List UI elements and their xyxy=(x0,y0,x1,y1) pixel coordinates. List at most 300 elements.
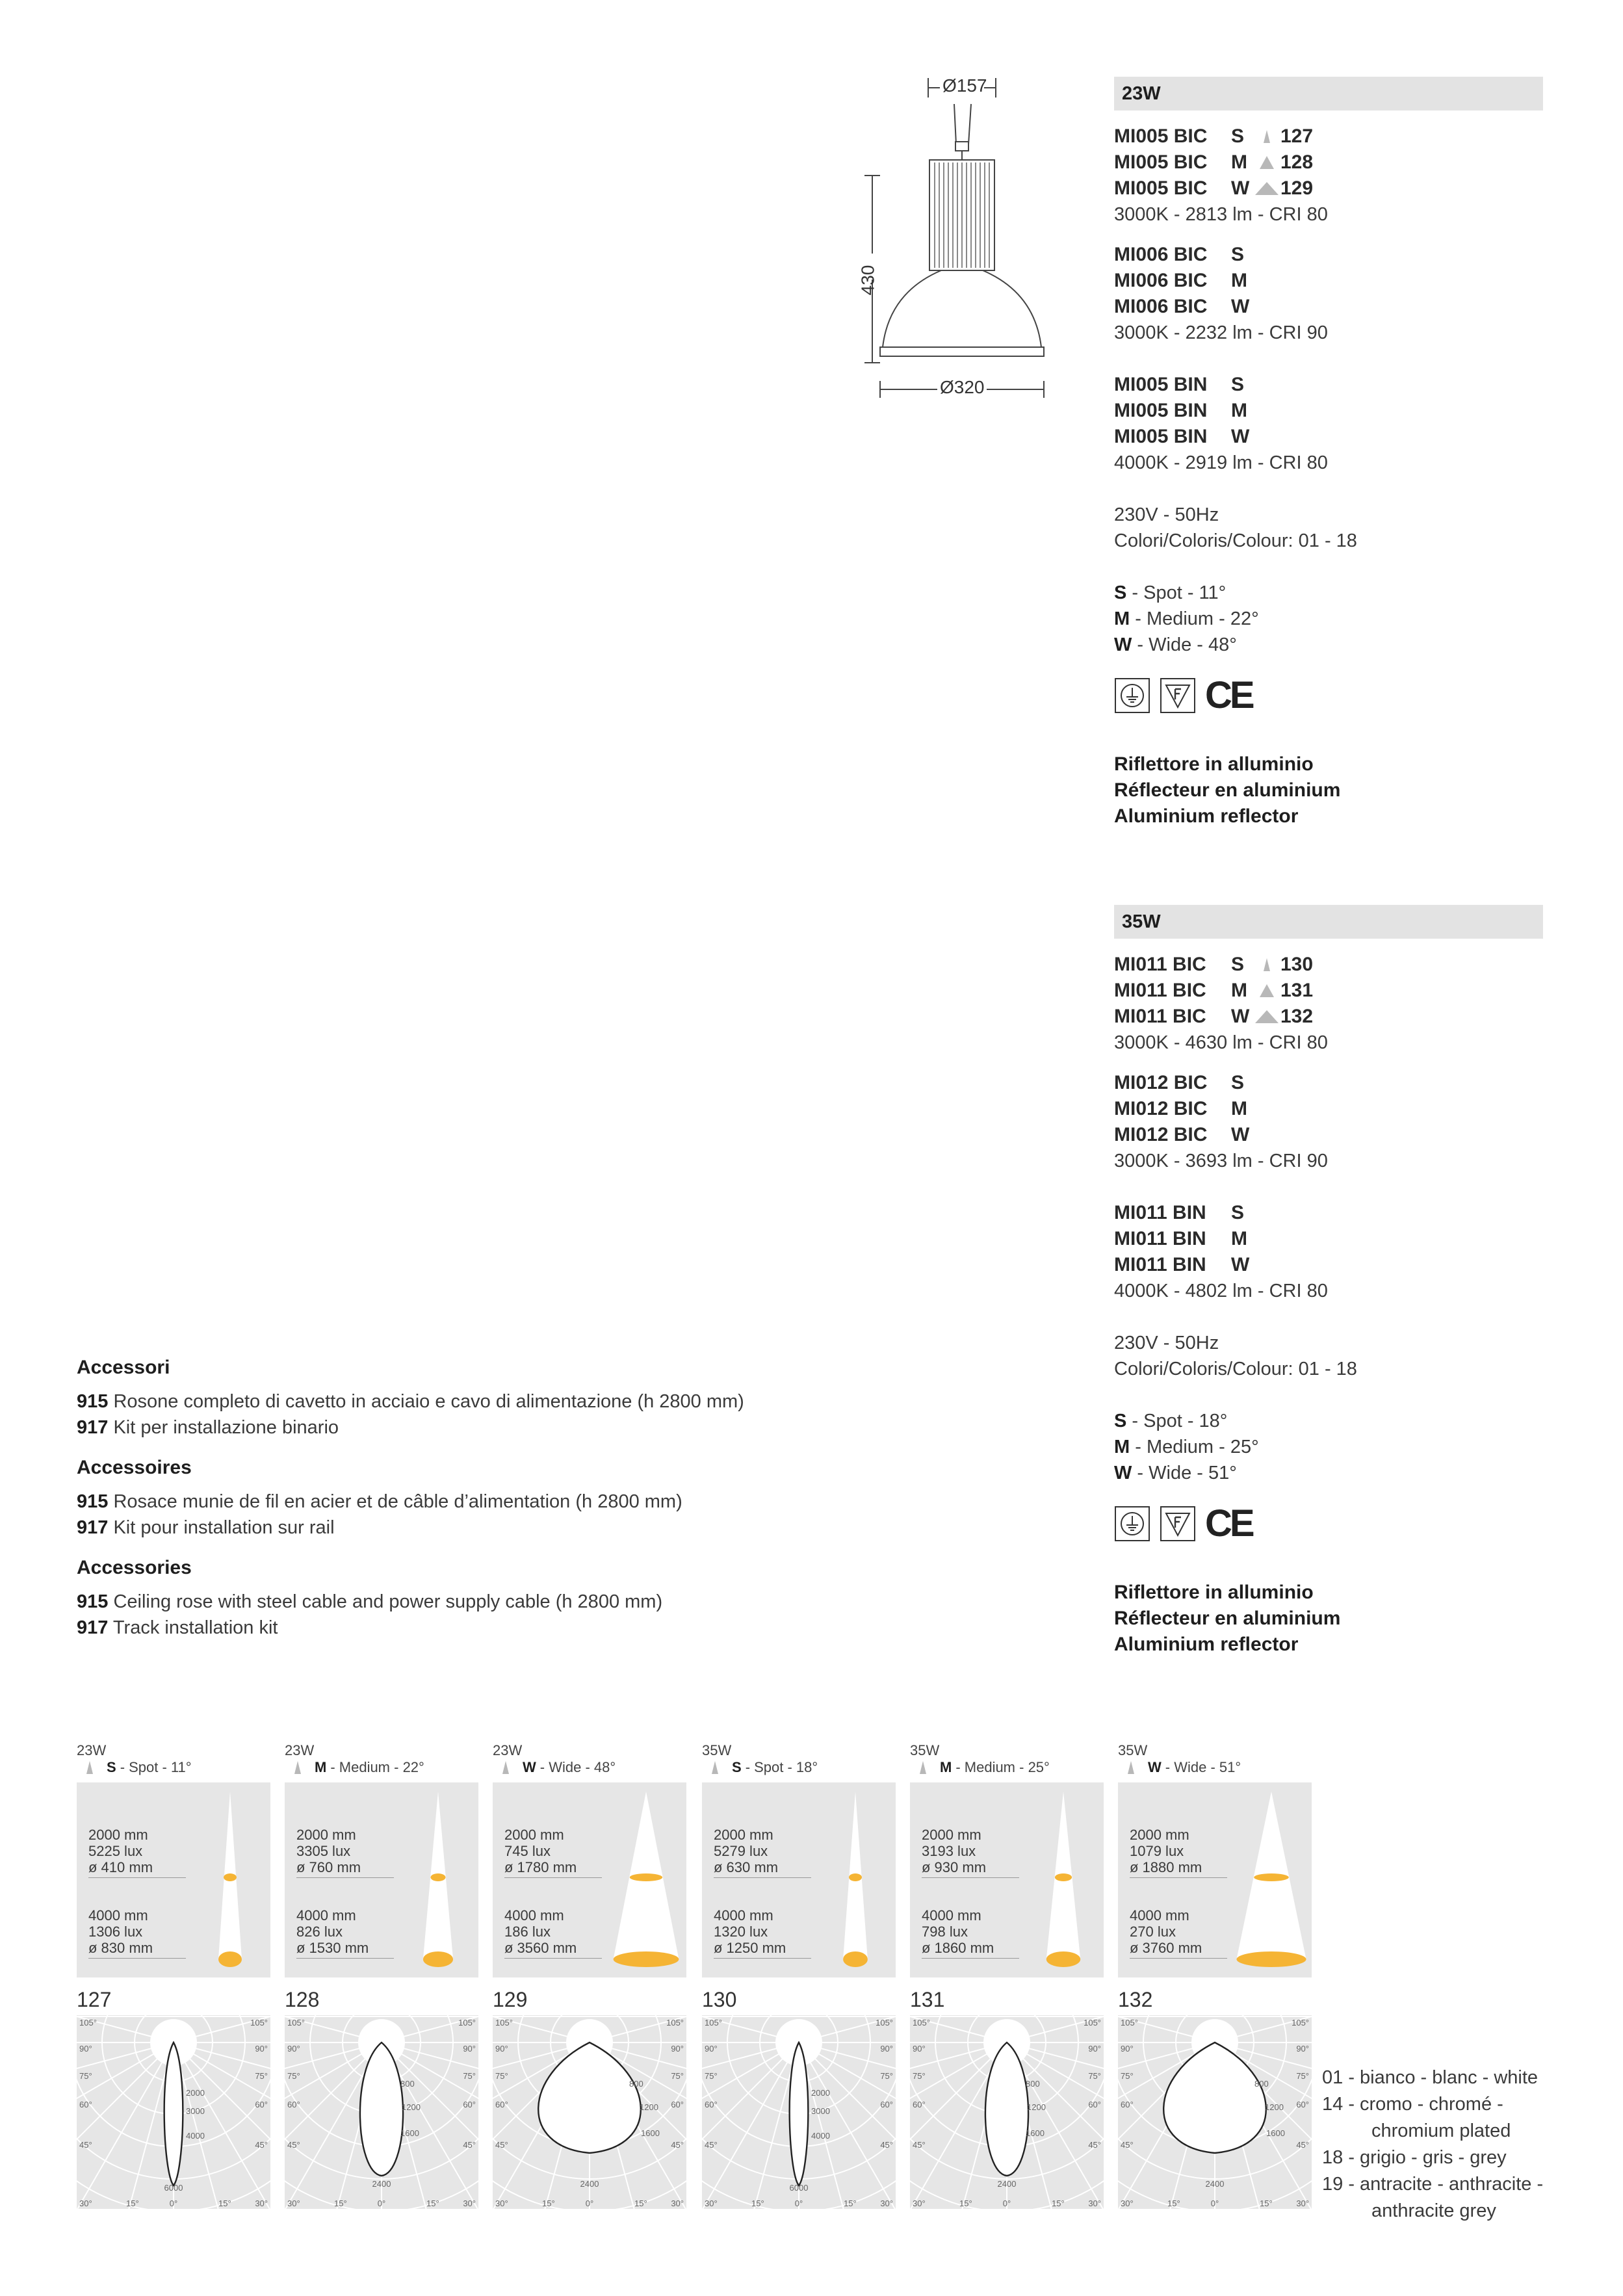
far-rule xyxy=(296,1958,394,1959)
polar-label: 800 xyxy=(1254,2079,1269,2089)
polar-label: 60° xyxy=(1296,2100,1309,2109)
polar-label: 15° xyxy=(126,2198,139,2208)
model-code: MI006 BIC xyxy=(1114,244,1208,265)
polar-diagram xyxy=(1118,2015,1312,2209)
polar-label: 105° xyxy=(79,2018,97,2028)
model-code: MI005 BIN xyxy=(1114,374,1208,395)
polar-label: 30° xyxy=(1088,2198,1101,2208)
polar-label: 1600 xyxy=(1266,2128,1285,2138)
polar-label: 45° xyxy=(1296,2140,1309,2150)
beam-letter: S xyxy=(1114,582,1127,603)
colour-spec: Colori/Coloris/Colour: 01 - 18 xyxy=(1114,530,1357,551)
product-drawing xyxy=(851,65,1072,416)
polar-label: 105° xyxy=(287,2018,305,2028)
polar-label: 45° xyxy=(463,2140,476,2150)
polar-label: 45° xyxy=(287,2140,300,2150)
model-code: MI005 BIN xyxy=(1114,426,1208,447)
far-measurements xyxy=(714,1907,786,1956)
earth-class-icon xyxy=(1114,1506,1150,1542)
polar-diagram xyxy=(702,2015,896,2209)
polar-label: 75° xyxy=(705,2071,718,2081)
model-beam: W xyxy=(1231,1254,1250,1275)
near-value: 5225 lux xyxy=(88,1843,143,1859)
light-spec: 3000K - 2813 lm - CRI 80 xyxy=(1114,204,1328,225)
polar-label: 30° xyxy=(913,2198,926,2208)
far-spot xyxy=(423,1951,453,1967)
polar-label: 0° xyxy=(169,2198,178,2208)
beam-card xyxy=(702,1742,896,2209)
model-row xyxy=(1114,242,1543,268)
far-value: 4000 mm xyxy=(296,1907,356,1924)
model-beam: S xyxy=(1231,374,1245,395)
model-code: MI011 BIC xyxy=(1114,954,1206,975)
polar-label: 45° xyxy=(913,2140,926,2150)
model-beam: W xyxy=(1231,1006,1250,1027)
near-measurements xyxy=(922,1827,986,1875)
polar-label: 1200 xyxy=(1265,2102,1284,2112)
polar-diagram-graphic xyxy=(1118,2015,1312,2209)
polar-label: 2400 xyxy=(997,2179,1017,2189)
dimension-bottom-label: Ø320 xyxy=(940,377,985,397)
far-measurements xyxy=(296,1907,369,1956)
polar-label: 105° xyxy=(666,2018,684,2028)
polar-label: 2400 xyxy=(372,2179,391,2189)
far-spot xyxy=(843,1951,868,1967)
earth-class-icon xyxy=(1114,677,1150,714)
model-row xyxy=(1114,268,1543,294)
intensity-curve xyxy=(985,2042,1028,2176)
colour-item: 18 - grigio - gris - grey xyxy=(1322,2147,1507,2168)
model-beam: W xyxy=(1231,1124,1250,1145)
polar-label: 75° xyxy=(913,2071,926,2081)
polar-label: 15° xyxy=(542,2198,555,2208)
near-value: 2000 mm xyxy=(88,1827,148,1843)
accessory-item xyxy=(77,1515,792,1541)
colour-item: 19 - antracite - anthracite - xyxy=(1322,2174,1544,2195)
polar-diagram xyxy=(77,2015,270,2209)
model-beam: W xyxy=(1231,296,1250,317)
beam-letter: M xyxy=(1114,608,1130,629)
beam-card xyxy=(493,1742,686,2209)
polar-label: 0° xyxy=(1210,2198,1219,2208)
polar-label: 45° xyxy=(255,2140,268,2150)
polar-label: 30° xyxy=(705,2198,718,2208)
near-measurements xyxy=(88,1827,153,1875)
reflector-line: Riflettore in alluminio xyxy=(1114,753,1314,775)
far-rule xyxy=(88,1958,186,1959)
model-code: MI012 BIC xyxy=(1114,1124,1208,1145)
polar-label: 0° xyxy=(377,2198,386,2208)
far-value: ø 1860 mm xyxy=(922,1940,994,1956)
card-beam-letter: M xyxy=(940,1759,952,1775)
polar-label: 60° xyxy=(287,2100,300,2109)
model-row xyxy=(1114,1252,1543,1278)
near-spot xyxy=(1254,1873,1289,1881)
near-value: ø 1780 mm xyxy=(504,1859,577,1875)
polar-label: 1600 xyxy=(1026,2128,1045,2138)
model-beam: S xyxy=(1231,954,1245,975)
model-code: MI011 BIC xyxy=(1114,1006,1206,1027)
near-value: 3305 lux xyxy=(296,1843,351,1859)
near-measurements xyxy=(504,1827,577,1875)
far-value: 798 lux xyxy=(922,1924,968,1940)
accessory-code: 917 xyxy=(77,1517,109,1538)
curve-number: 131 xyxy=(1280,980,1314,1001)
beam-triangle-icon xyxy=(1118,1760,1144,1775)
card-beam-letter: M xyxy=(315,1759,327,1775)
polar-label: 800 xyxy=(1026,2079,1040,2089)
far-measurements xyxy=(922,1907,994,1956)
accessory-item xyxy=(77,1615,792,1641)
polar-diagram-graphic xyxy=(285,2015,478,2209)
reflector-line: Riflettore in alluminio xyxy=(1114,1582,1314,1603)
model-beam: W xyxy=(1231,177,1250,199)
beam-triangle xyxy=(1253,155,1280,170)
polar-label: 2000 xyxy=(186,2088,205,2098)
beam-definition xyxy=(1114,1460,1543,1486)
accessory-code: 915 xyxy=(77,1491,109,1512)
accessories-title: Accessori xyxy=(77,1357,170,1378)
reflector-line: Réflecteur en aluminium xyxy=(1114,1608,1341,1629)
model-row xyxy=(1114,372,1543,398)
polar-label: 105° xyxy=(1292,2018,1309,2028)
reflector-line: Réflecteur en aluminium xyxy=(1114,779,1341,801)
polar-label: 0° xyxy=(585,2198,594,2208)
beam-description: - Wide - 48° xyxy=(1132,634,1237,655)
near-value: 3193 lux xyxy=(922,1843,976,1859)
polar-label: 75° xyxy=(1088,2071,1101,2081)
far-measurements xyxy=(88,1907,153,1956)
accessory-code: 917 xyxy=(77,1617,109,1638)
far-rule xyxy=(504,1958,602,1959)
model-code: MI006 BIC xyxy=(1114,270,1208,291)
colour-item: 01 - bianco - blanc - white xyxy=(1322,2067,1539,2088)
dimension-top-label: Ø157 xyxy=(942,75,987,96)
near-spot xyxy=(849,1873,862,1881)
f-mark-icon xyxy=(1160,1506,1196,1542)
near-rule xyxy=(1130,1877,1227,1878)
near-rule xyxy=(88,1877,186,1878)
polar-label: 1600 xyxy=(400,2128,419,2138)
card-wattage: 23W xyxy=(493,1742,523,1758)
near-spot xyxy=(630,1873,662,1881)
model-row xyxy=(1114,1004,1543,1030)
model-beam: M xyxy=(1231,980,1247,1001)
beam-triangle-icon xyxy=(1254,1009,1280,1024)
beam-definition xyxy=(1114,1408,1543,1434)
model-beam: W xyxy=(1231,426,1250,447)
polar-label: 75° xyxy=(495,2071,508,2081)
model-row xyxy=(1114,1122,1543,1148)
accessories-title: Accessories xyxy=(77,1557,192,1578)
polar-label: 75° xyxy=(255,2071,268,2081)
near-measurements xyxy=(1130,1827,1202,1875)
model-row xyxy=(1114,1070,1543,1096)
colour-spec: Colori/Coloris/Colour: 01 - 18 xyxy=(1114,1359,1357,1379)
polar-label: 2000 xyxy=(811,2088,830,2098)
polar-label: 6000 xyxy=(789,2183,809,2193)
near-rule xyxy=(922,1877,1019,1878)
beam-triangle-icon xyxy=(910,1760,936,1775)
polar-label: 1200 xyxy=(1027,2102,1046,2112)
far-value: 270 lux xyxy=(1130,1924,1176,1940)
beam-definition xyxy=(1114,632,1543,658)
far-value: ø 1530 mm xyxy=(296,1940,369,1956)
far-value: 4000 mm xyxy=(88,1907,148,1924)
light-cone-panel xyxy=(77,1782,270,1977)
power-spec: 230V - 50Hz xyxy=(1114,504,1219,525)
beam-triangle-icon xyxy=(285,1760,311,1775)
polar-label: 60° xyxy=(495,2100,508,2109)
polar-diagram-graphic xyxy=(493,2015,686,2209)
dimension-height-label: 430 xyxy=(857,265,878,296)
polar-label: 60° xyxy=(880,2100,893,2109)
certification-marks xyxy=(1114,1502,1543,1545)
model-row xyxy=(1114,1096,1543,1122)
near-value: 5279 lux xyxy=(714,1843,768,1859)
beam-triangle-icon xyxy=(702,1760,728,1775)
polar-label: 105° xyxy=(1084,2018,1101,2028)
polar-label: 90° xyxy=(913,2044,926,2054)
accessory-text: Rosone completo di cavetto in acciaio e cavo di alimentazione (h 2800 mm) xyxy=(108,1391,744,1412)
model-code: MI005 BIC xyxy=(1114,125,1208,147)
polar-label: 105° xyxy=(705,2018,722,2028)
model-beam: M xyxy=(1231,270,1247,291)
light-cone-panel xyxy=(910,1782,1104,1977)
near-measurements xyxy=(714,1827,778,1875)
model-row xyxy=(1114,176,1543,202)
far-value: 826 lux xyxy=(296,1924,343,1940)
polar-label: 60° xyxy=(705,2100,718,2109)
far-spot xyxy=(614,1951,679,1967)
model-beam: S xyxy=(1231,125,1245,147)
far-rule xyxy=(1130,1958,1227,1959)
beam-card xyxy=(77,1742,270,2209)
card-beam-text: - Medium - 22° xyxy=(330,1759,424,1775)
near-value: ø 930 mm xyxy=(922,1859,987,1875)
polar-diagram-graphic xyxy=(910,2015,1104,2209)
curve-number: 132 xyxy=(1118,1988,1153,2011)
polar-label: 15° xyxy=(959,2198,972,2208)
polar-label: 30° xyxy=(287,2198,300,2208)
card-beam-label xyxy=(910,1759,1104,1776)
far-value: 1306 lux xyxy=(88,1924,143,1940)
polar-label: 75° xyxy=(463,2071,476,2081)
card-beam-text: - Medium - 25° xyxy=(955,1759,1050,1775)
polar-label: 1200 xyxy=(402,2102,421,2112)
polar-label: 0° xyxy=(794,2198,803,2208)
polar-label: 60° xyxy=(255,2100,268,2109)
card-beam-label xyxy=(77,1759,270,1776)
polar-label: 60° xyxy=(463,2100,476,2109)
polar-label: 60° xyxy=(913,2100,926,2109)
polar-label: 3000 xyxy=(811,2106,830,2116)
near-value: 2000 mm xyxy=(1130,1827,1189,1843)
beam-definition xyxy=(1114,580,1543,606)
polar-diagram xyxy=(493,2015,686,2209)
polar-label: 60° xyxy=(1121,2100,1134,2109)
spec-section-35w xyxy=(1114,905,1543,1658)
reflector-line: Aluminium reflector xyxy=(1114,805,1299,827)
model-row xyxy=(1114,952,1543,978)
near-spot xyxy=(430,1873,445,1881)
model-row xyxy=(1114,124,1543,150)
polar-label: 45° xyxy=(880,2140,893,2150)
card-beam-label xyxy=(702,1759,896,1776)
polar-label: 30° xyxy=(255,2198,268,2208)
polar-label: 90° xyxy=(1088,2044,1101,2054)
accessory-item xyxy=(77,1415,792,1441)
beam-triangle-icon xyxy=(1254,155,1280,170)
polar-label: 90° xyxy=(671,2044,684,2054)
reflector-line: Aluminium reflector xyxy=(1114,1634,1299,1655)
polar-label: 3000 xyxy=(186,2106,205,2116)
accessory-text: Kit pour installation sur rail xyxy=(108,1517,335,1538)
model-beam: M xyxy=(1231,1228,1247,1249)
polar-label: 75° xyxy=(1296,2071,1309,2081)
model-row xyxy=(1114,424,1543,450)
beam-card xyxy=(910,1742,1104,2209)
model-code: MI006 BIC xyxy=(1114,296,1208,317)
polar-label: 15° xyxy=(751,2198,764,2208)
polar-label: 60° xyxy=(1088,2100,1101,2109)
ce-mark: CE xyxy=(1205,674,1253,716)
far-value: 4000 mm xyxy=(504,1907,564,1924)
polar-label: 75° xyxy=(287,2071,300,2081)
beam-triangle xyxy=(1253,181,1280,196)
near-value: 2000 mm xyxy=(922,1827,981,1843)
light-spec: 4000K - 4802 lm - CRI 80 xyxy=(1114,1281,1328,1301)
polar-label: 45° xyxy=(705,2140,718,2150)
power-spec: 230V - 50Hz xyxy=(1114,1333,1219,1353)
polar-diagram xyxy=(910,2015,1104,2209)
polar-label: 0° xyxy=(1002,2198,1011,2208)
beam-triangle xyxy=(1253,983,1280,998)
polar-label: 90° xyxy=(1296,2044,1309,2054)
polar-label: 30° xyxy=(463,2198,476,2208)
polar-label: 30° xyxy=(495,2198,508,2208)
near-value: ø 410 mm xyxy=(88,1859,153,1875)
model-code: MI012 BIC xyxy=(1114,1072,1208,1093)
curve-number: 128 xyxy=(285,1988,320,2011)
curve-number: 131 xyxy=(910,1988,945,2011)
accessory-item xyxy=(77,1589,792,1615)
far-value: 1320 lux xyxy=(714,1924,768,1940)
near-rule xyxy=(296,1877,394,1878)
model-beam: M xyxy=(1231,151,1247,173)
near-value: 745 lux xyxy=(504,1843,551,1859)
polar-label: 30° xyxy=(671,2198,684,2208)
model-beam: S xyxy=(1231,1202,1245,1223)
model-row xyxy=(1114,398,1543,424)
polar-label: 15° xyxy=(334,2198,347,2208)
polar-label: 105° xyxy=(458,2018,476,2028)
accessory-text: Track installation kit xyxy=(108,1617,278,1638)
model-row xyxy=(1114,978,1543,1004)
polar-label: 75° xyxy=(880,2071,893,2081)
far-value: 4000 mm xyxy=(1130,1907,1189,1924)
curve-number: 127 xyxy=(77,1988,112,2011)
near-value: 2000 mm xyxy=(296,1827,356,1843)
beam-card xyxy=(1118,1742,1312,2209)
beam-triangle-icon xyxy=(77,1760,103,1775)
near-measurements xyxy=(296,1827,361,1875)
polar-label: 2400 xyxy=(580,2179,599,2189)
accessory-code: 917 xyxy=(77,1417,109,1438)
certification-marks xyxy=(1114,674,1543,716)
model-code: MI005 BIC xyxy=(1114,151,1208,173)
near-rule xyxy=(504,1877,602,1878)
card-beam-letter: S xyxy=(107,1759,116,1775)
card-wattage: 35W xyxy=(910,1742,940,1758)
beam-card xyxy=(285,1742,478,2209)
polar-label: 45° xyxy=(671,2140,684,2150)
near-value: 2000 mm xyxy=(504,1827,564,1843)
section-header: 23W xyxy=(1114,77,1543,111)
curve-number: 129 xyxy=(493,1988,528,2011)
polar-label: 30° xyxy=(1296,2198,1309,2208)
curve-number: 128 xyxy=(1280,151,1314,173)
polar-label: 45° xyxy=(79,2140,92,2150)
polar-label: 2400 xyxy=(1205,2179,1225,2189)
light-spec: 3000K - 2232 lm - CRI 90 xyxy=(1114,322,1328,343)
near-value: ø 1880 mm xyxy=(1130,1859,1202,1875)
card-beam-label xyxy=(493,1759,686,1776)
light-cone-panel xyxy=(702,1782,896,1977)
colour-list xyxy=(1322,2065,1543,2224)
accessory-code: 915 xyxy=(77,1591,109,1612)
polar-label: 15° xyxy=(634,2198,647,2208)
card-beam-letter: W xyxy=(523,1759,536,1775)
polar-label: 90° xyxy=(463,2044,476,2054)
card-beam-label xyxy=(1118,1759,1312,1776)
polar-label: 90° xyxy=(79,2044,92,2054)
model-code: MI005 BIC xyxy=(1114,177,1208,199)
beam-triangle-icon xyxy=(1254,181,1280,196)
polar-label: 1600 xyxy=(641,2128,660,2138)
polar-label: 45° xyxy=(1088,2140,1101,2150)
polar-label: 800 xyxy=(400,2079,415,2089)
curve-number: 127 xyxy=(1280,125,1314,147)
polar-diagram-graphic xyxy=(77,2015,270,2209)
light-spec: 4000K - 2919 lm - CRI 80 xyxy=(1114,452,1328,473)
polar-label: 105° xyxy=(1121,2018,1138,2028)
polar-diagram xyxy=(285,2015,478,2209)
beam-triangle xyxy=(1253,1009,1280,1024)
beam-letter: S xyxy=(1114,1411,1127,1431)
polar-label: 105° xyxy=(876,2018,893,2028)
polar-label: 15° xyxy=(1260,2198,1273,2208)
curve-number: 130 xyxy=(702,1988,737,2011)
light-spec: 3000K - 4630 lm - CRI 80 xyxy=(1114,1032,1328,1053)
polar-label: 60° xyxy=(671,2100,684,2109)
polar-label: 45° xyxy=(495,2140,508,2150)
far-value: ø 3560 mm xyxy=(504,1940,577,1956)
polar-label: 30° xyxy=(880,2198,893,2208)
card-beam-letter: S xyxy=(732,1759,742,1775)
beam-description: - Medium - 22° xyxy=(1130,608,1259,629)
beam-description: - Spot - 11° xyxy=(1126,582,1227,603)
light-cone-panel xyxy=(493,1782,686,1977)
card-beam-text: - Spot - 18° xyxy=(745,1759,818,1775)
polar-label: 60° xyxy=(79,2100,92,2109)
card-wattage: 35W xyxy=(1118,1742,1148,1758)
model-beam: S xyxy=(1231,1072,1245,1093)
model-code: MI012 BIC xyxy=(1114,1098,1208,1119)
polar-label: 6000 xyxy=(164,2183,183,2193)
beam-triangle-icon xyxy=(1254,983,1280,998)
polar-label: 75° xyxy=(671,2071,684,2081)
